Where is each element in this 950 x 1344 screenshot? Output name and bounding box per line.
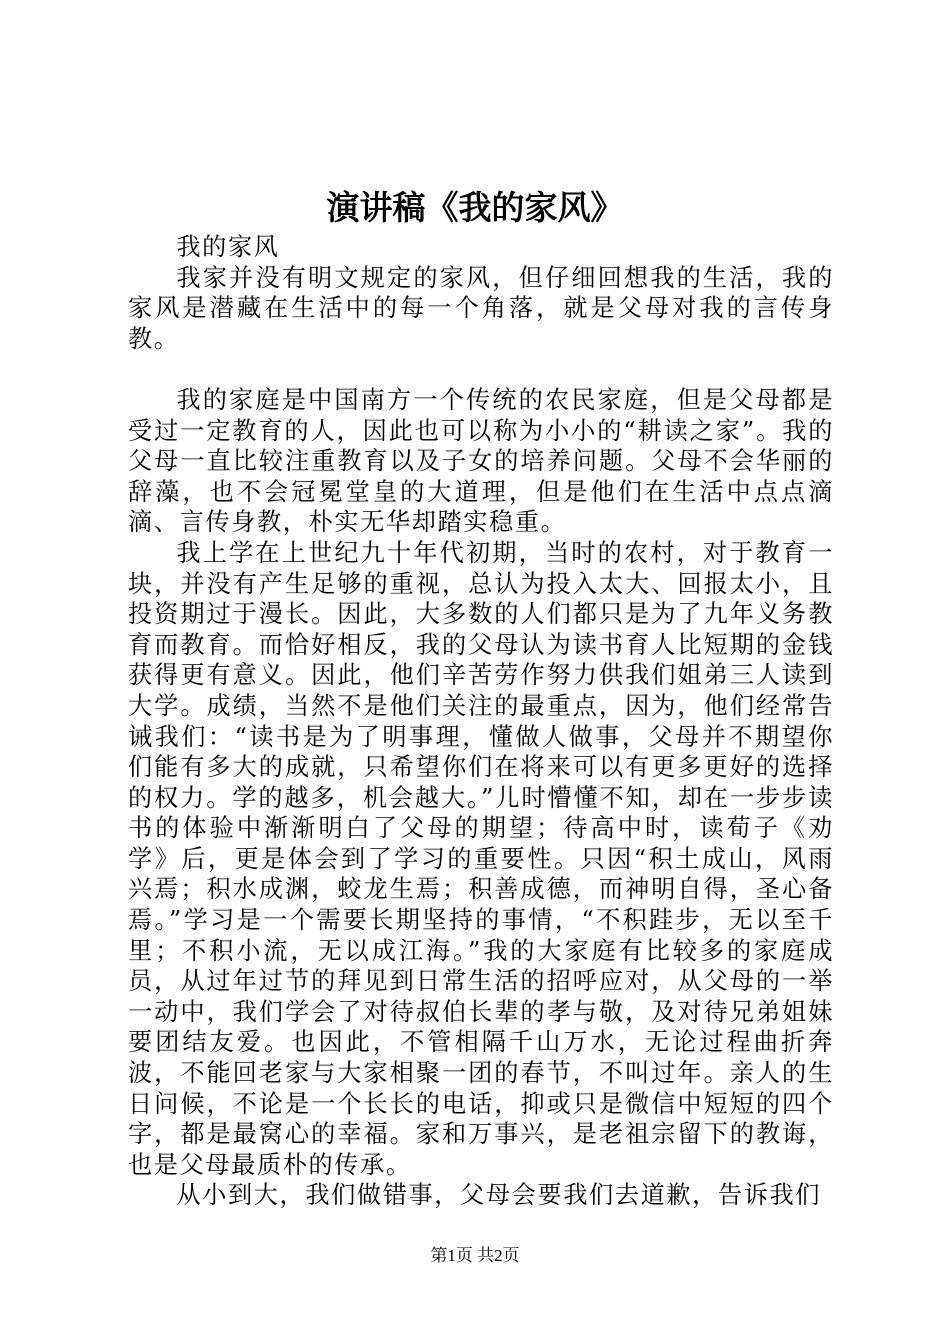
- paragraph-heading: 我的家风: [176, 233, 280, 261]
- document-title: 演讲稿《我的家风》: [326, 188, 624, 227]
- paragraph-intro: 我家并没有明文规定的家风，但仔细回想我的生活，我的家风是潜藏在生活中的每一个角落，就是父母对我的言传身教。: [128, 263, 834, 353]
- page-number: 第1页 共2页: [430, 1246, 520, 1265]
- document-body: [128, 232, 834, 1211]
- paragraph-apology: 从小到大，我们做错事，父母会要我们去道歉，告诉我们: [176, 1181, 822, 1210]
- paragraph-education: 我上学在上世纪九十年代初期，当时的农村，对于教育一块，并没有产生足够的重视，总认为投入太大、回报太小，且投资期过于漫长。因此，大多数的人们都只是为了九年义务教育而教育。而恰好相反，我的父母认为读书育人比短期的金钱获得更有意义。因此，他们辛苦劳作努力供我们姐弟三人读到大学。成绩，当然不是他们关注的最重点，因为，他们经常告诫我们：“读书是为了明事理，懂做人做事，父母并不期望你们能有多大的成就，只希望你们在将来可以有更多更好的选择的权力。学的越多，机会越大。”儿时懵懂不知，却在一步步读书的体验中渐渐明白了父母的期望；待高中时，读荀子《劝学》后，更是体会到了学习的重要性。只因“积土成山，风雨兴焉；积水成渊，蛟龙生焉；积善成德，而神明自得，圣心备焉。”学习是一个需要长期坚持的事情，“不积跬步，无以至千里；不积小流，无以成江海。”我的大家庭有比较多的家庭成员，从过年过节的拜见到日常生活的招呼应对，从父母的一举一动中，我们学会了对待叔伯长辈的孝与敬，及对待兄弟姐妹要团结友爱。也因此，不管相隔千山万水，无论过程曲折奔波，不能回老家与大家相聚一团的春节，不叫过年。亲人的生日问候，不论是一个长长的电话，抑或只是微信中短短的四个字，都是最窝心的幸福。家和万事兴，是老祖宗留下的教诲，也是父母最质朴的传承。: [128, 538, 834, 1179]
- paragraph-family: 我的家庭是中国南方一个传统的农民家庭，但是父母都是受过一定教育的人，因此也可以称为小小的“耕读之家”。我的父母一直比较注重教育以及子女的培养问题。父母不会华丽的辞藻，也不会冠冕堂皇的大道理，但是他们在生活中点点滴滴、言传身教，朴实无华却踏实稳重。: [128, 385, 834, 537]
